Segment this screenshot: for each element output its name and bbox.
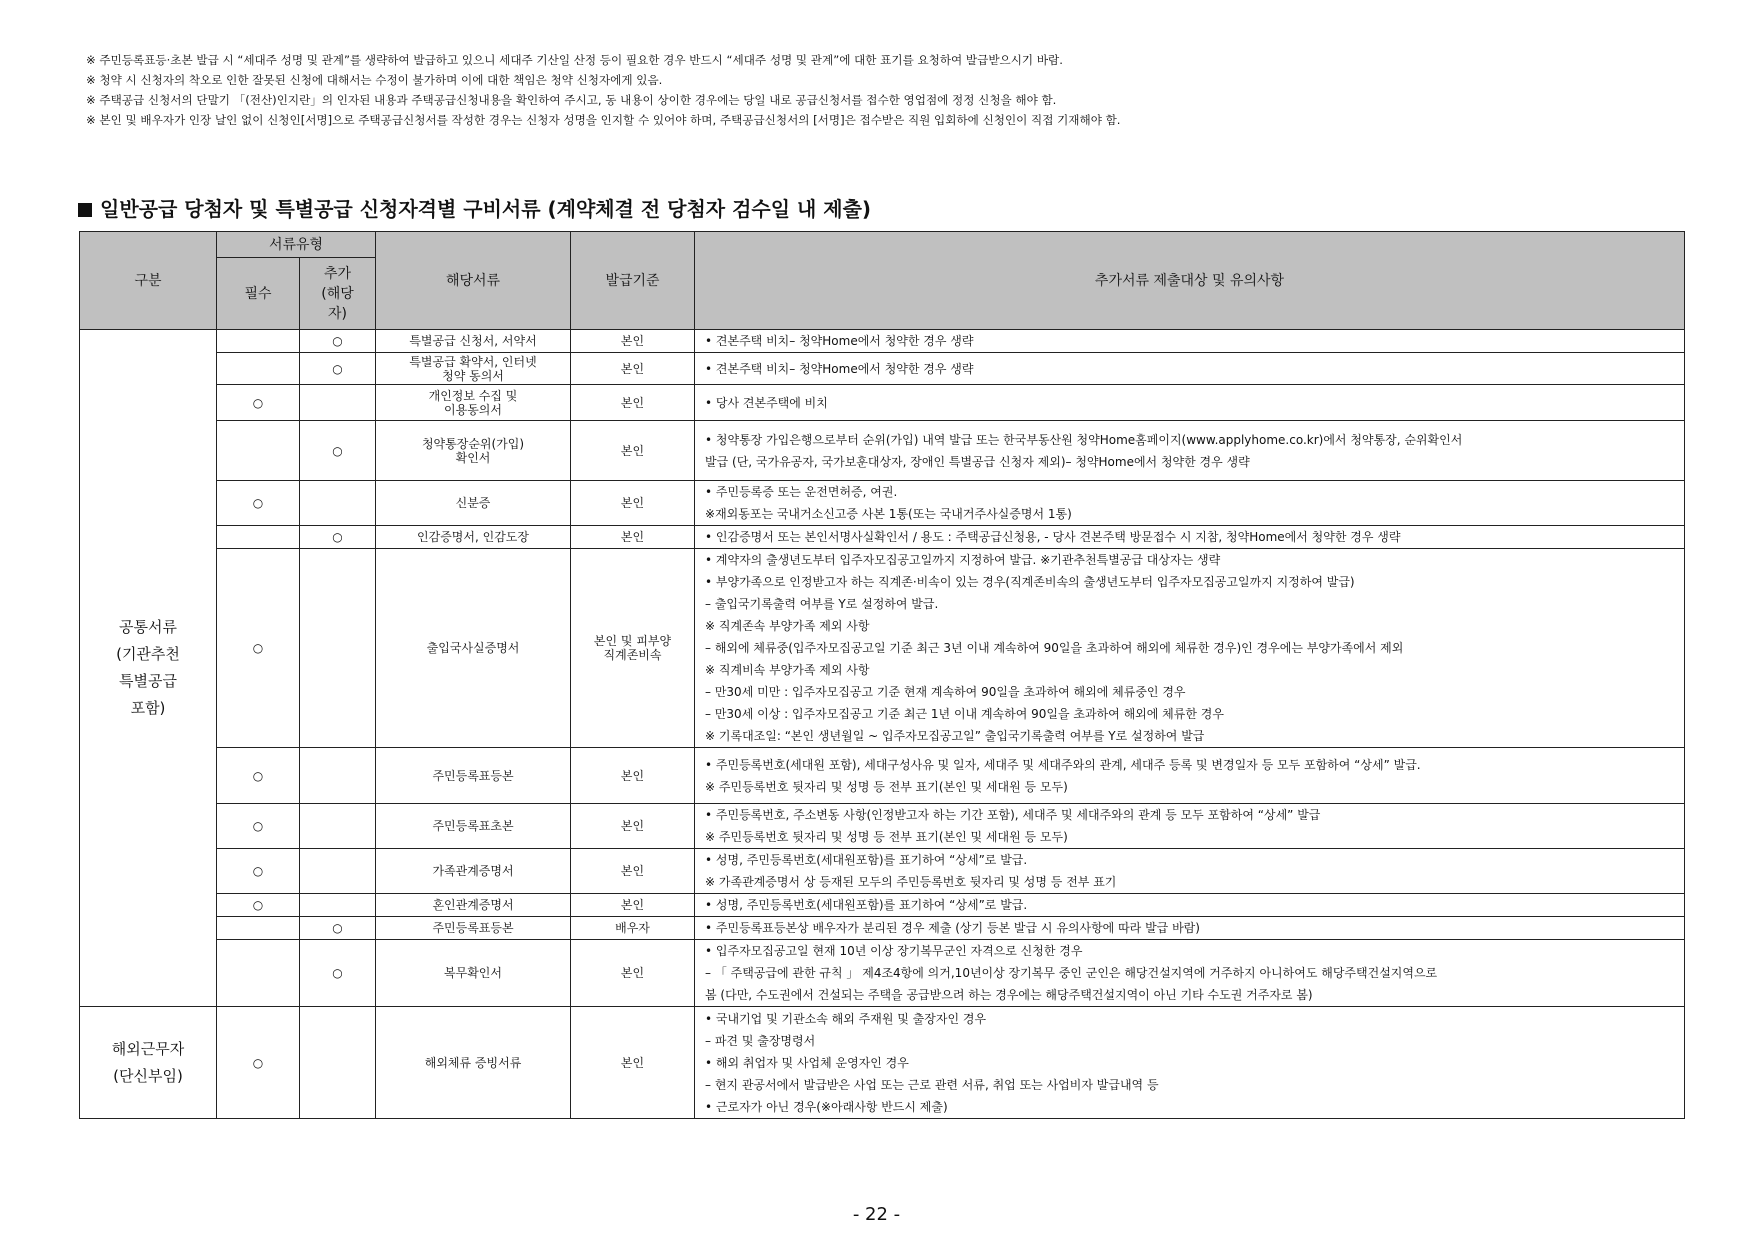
issuer: 본인 <box>571 481 695 526</box>
notes-cell: • 견본주택 비치– 청약Home에서 청약한 경우 생략 <box>695 353 1685 385</box>
document-name: 주민등록표초본 <box>376 804 571 849</box>
notice-item: ※ 주민등록표등·초본 발급 시 “세대주 성명 및 관계”를 생략하여 발급하고 있으니 세대주 기산일 산정 등이 필요한 경우 반드시 “세대주 성명 및 관계”에 대한 표기를 요청하여 발급받으시기 바람. <box>86 53 1063 67</box>
issuer: 본인 <box>571 421 695 481</box>
issuer: 배우자 <box>571 917 695 940</box>
table-row <box>80 804 1685 849</box>
black-square-icon <box>78 203 92 217</box>
header-category: 구분 <box>80 232 217 330</box>
notes-cell: • 주민등록번호(세대원 포함), 세대구성사유 및 일자, 세대주 및 세대주와의 관계, 세대주 등록 및 변경일자 등 모두 포함하여 “상세” 발급. ※ 주민등록번호 뒷자리 및 성명 등 전부 표기(본인 및 세대원 등 모두) <box>695 748 1685 804</box>
notes-cell: • 당사 견본주택에 비치 <box>695 385 1685 421</box>
required-mark <box>217 526 300 549</box>
table-row <box>80 748 1685 804</box>
document-name: 주민등록표등본 <box>376 748 571 804</box>
notice-item: ※ 주택공급 신청서의 단말기 「(전산)인지란」의 인자된 내용과 주택공급신청내용을 확인하여 주시고, 동 내용이 상이한 경우에는 당일 내로 공급신청서를 접수한 영업점에 정정 신청을 해야 함. <box>86 93 1057 107</box>
required-mark <box>217 421 300 481</box>
notes-cell: • 주민등록증 또는 운전면허증, 여권. ※재외동포는 국내거소신고증 사본 1통(또는 국내거주사실증명서 1통) <box>695 481 1685 526</box>
table-row <box>80 917 1685 940</box>
header-additional: 추가 (해당 자) <box>300 258 376 330</box>
additional-mark <box>300 849 376 894</box>
document-name: 가족관계증명서 <box>376 849 571 894</box>
issuer: 본인 <box>571 748 695 804</box>
document-name: 청약통장순위(가입) 확인서 <box>376 421 571 481</box>
category-common: 공통서류 (기관추천 특별공급 포함) <box>80 330 217 1007</box>
issuer: 본인 <box>571 330 695 353</box>
additional-mark: ○ <box>300 526 376 549</box>
notes-cell: • 계약자의 출생년도부터 입주자모집공고일까지 지정하여 발급. ※기관추천특별공급 대상자는 생략 • 부양가족으로 인정받고자 하는 직계존·비속이 있는 경우(직계존비속의 출생년도부터 입주자모집공고일까지 지정하여 발급) – 출입국기록출력 여부를 Y로 설정하여 발급. ※ 직계존속 부양가족 제외 사항 – 해외에 체류중(입주자모집공고일 기준 최근 3년 이내 계속하여 90일을 초과하여 해외에 체류한 경우)인 경우에는 부양가족에서 제외 ※ 직계비속 부양가족 제외 사항 – 만30세 미만 : 입주자모집공고 기준 현재 계속하여 90일을 초과하여 해외에 체류중인 경우 – 만30세 이상 : 입주자모집공고 기준 최근 1년 이내 계속하여 90일을 초과하여 해외에 체류한 경우 ※ 기록대조일: “본인 생년월일 ~ 입주자모집공고일” 출입국기록출력 여부를 Y로 설정하여 발급 <box>695 549 1685 748</box>
table-row <box>80 385 1685 421</box>
required-mark: ○ <box>217 748 300 804</box>
section-title <box>78 193 871 222</box>
issuer: 본인 <box>571 1007 695 1119</box>
document-name: 특별공급 신청서, 서약서 <box>376 330 571 353</box>
table-row <box>80 894 1685 917</box>
table-row <box>80 549 1685 748</box>
required-mark <box>217 917 300 940</box>
document-name: 혼인관계증명서 <box>376 894 571 917</box>
additional-mark: ○ <box>300 353 376 385</box>
header-notes: 추가서류 제출대상 및 유의사항 <box>695 232 1685 330</box>
additional-mark: ○ <box>300 421 376 481</box>
additional-mark <box>300 385 376 421</box>
table-row <box>80 481 1685 526</box>
required-mark <box>217 330 300 353</box>
additional-mark: ○ <box>300 330 376 353</box>
document-name: 특별공급 확약서, 인터넷 청약 동의서 <box>376 353 571 385</box>
required-mark: ○ <box>217 804 300 849</box>
header-doc-type: 서류유형 <box>217 232 376 258</box>
additional-mark <box>300 804 376 849</box>
notes-cell: • 성명, 주민등록번호(세대원포함)를 표기하여 “상세”로 발급. <box>695 894 1685 917</box>
issuer: 본인 <box>571 526 695 549</box>
page-number: - 22 - <box>852 1204 901 1225</box>
document-name: 출입국사실증명서 <box>376 549 571 748</box>
additional-mark: ○ <box>300 917 376 940</box>
notice-item: ※ 청약 시 신청자의 착오로 인한 잘못된 신청에 대해서는 수정이 불가하며 이에 대한 책임은 청약 신청자에게 있음. <box>86 73 663 87</box>
required-mark <box>217 353 300 385</box>
additional-mark <box>300 549 376 748</box>
issuer: 본인 및 피부양 직계존비속 <box>571 549 695 748</box>
required-documents-table <box>79 231 1685 1119</box>
document-name: 주민등록표등본 <box>376 917 571 940</box>
notice-item: ※ 본인 및 배우자가 인장 날인 없이 신청인[서명]으로 주택공급신청서를 작성한 경우는 신청자 성명을 인지할 수 있어야 하며, 주택공급신청서의 [서명]은 접수받은 직원 입회하에 신청인이 직접 기재해야 함. <box>86 113 1121 127</box>
issuer: 본인 <box>571 385 695 421</box>
document-name: 복무확인서 <box>376 940 571 1007</box>
required-mark: ○ <box>217 1007 300 1119</box>
notes-cell: • 입주자모집공고일 현재 10년 이상 장기복무군인 자격으로 신청한 경우 – 「 주택공급에 관한 규칙 」 제4조4항에 의거,10년이상 장기복무 중인 군인은 해당건설지역에 거주하지 아니하여도 해당주택건설지역으로 봄 (다만, 수도권에서 건설되는 주택을 공급받으려 하는 경우에는 해당주택건설지역이 아닌 기타 수도권 거주자로 봄) <box>695 940 1685 1007</box>
document-name: 신분증 <box>376 481 571 526</box>
header-required: 필수 <box>217 258 300 330</box>
document-name: 개인정보 수집 및 이용동의서 <box>376 385 571 421</box>
notes-cell: • 주민등록표등본상 배우자가 분리된 경우 제출 (상기 등본 발급 시 유의사항에 따라 발급 바람) <box>695 917 1685 940</box>
header-issuer: 발급기준 <box>571 232 695 330</box>
notes-cell: • 국내기업 및 기관소속 해외 주재원 및 출장자인 경우 – 파견 및 출장명령서 • 해외 취업자 및 사업체 운영자인 경우 – 현지 관공서에서 발급받은 사업 또는 근로 관련 서류, 취업 또는 사업비자 발급내역 등 • 근로자가 아닌 경우(※아래사항 반드시 제출) <box>695 1007 1685 1119</box>
issuer: 본인 <box>571 804 695 849</box>
category-overseas: 해외근무자 (단신부임) <box>80 1007 217 1119</box>
table-row <box>80 353 1685 385</box>
required-mark: ○ <box>217 849 300 894</box>
issuer: 본인 <box>571 849 695 894</box>
notice-list <box>86 50 1706 130</box>
document-name: 해외체류 증빙서류 <box>376 1007 571 1119</box>
issuer: 본인 <box>571 940 695 1007</box>
table-row <box>80 330 1685 353</box>
table-row <box>80 421 1685 481</box>
header-document: 해당서류 <box>376 232 571 330</box>
additional-mark: ○ <box>300 940 376 1007</box>
table-row <box>80 526 1685 549</box>
table-body <box>80 330 1685 1119</box>
document-name: 인감증명서, 인감도장 <box>376 526 571 549</box>
issuer: 본인 <box>571 894 695 917</box>
notes-cell: • 성명, 주민등록번호(세대원포함)를 표기하여 “상세”로 발급. ※ 가족관계증명서 상 등재된 모두의 주민등록번호 뒷자리 및 성명 등 전부 표기 <box>695 849 1685 894</box>
notes-cell: • 청약통장 가입은행으로부터 순위(가입) 내역 발급 또는 한국부동산원 청약Home홈페이지(www.applyhome.co.kr)에서 청약통장, 순위확인서 발급 (단, 국가유공자, 국가보훈대상자, 장애인 특별공급 신청자 제외)– 청약Home에서 청약한 경우 생략 <box>695 421 1685 481</box>
required-mark: ○ <box>217 385 300 421</box>
table-row <box>80 849 1685 894</box>
required-mark: ○ <box>217 894 300 917</box>
required-mark: ○ <box>217 549 300 748</box>
additional-mark <box>300 1007 376 1119</box>
issuer: 본인 <box>571 353 695 385</box>
additional-mark <box>300 748 376 804</box>
required-mark: ○ <box>217 481 300 526</box>
required-mark <box>217 940 300 1007</box>
section-title-text: 일반공급 당첨자 및 특별공급 신청자격별 구비서류 (계약체결 전 당첨자 검수일 내 제출) <box>100 197 872 221</box>
additional-mark <box>300 481 376 526</box>
notes-cell: • 견본주택 비치– 청약Home에서 청약한 경우 생략 <box>695 330 1685 353</box>
table-row <box>80 1007 1685 1119</box>
additional-mark <box>300 894 376 917</box>
table-row <box>80 940 1685 1007</box>
notes-cell: • 주민등록번호, 주소변동 사항(인정받고자 하는 기간 포함), 세대주 및 세대주와의 관계 등 모두 포함하여 “상세” 발급 ※ 주민등록번호 뒷자리 및 성명 등 전부 표기(본인 및 세대원 등 모두) <box>695 804 1685 849</box>
notes-cell: • 인감증명서 또는 본인서명사실확인서 / 용도 : 주택공급신청용, - 당사 견본주택 방문접수 시 지참, 청약Home에서 청약한 경우 생략 <box>695 526 1685 549</box>
